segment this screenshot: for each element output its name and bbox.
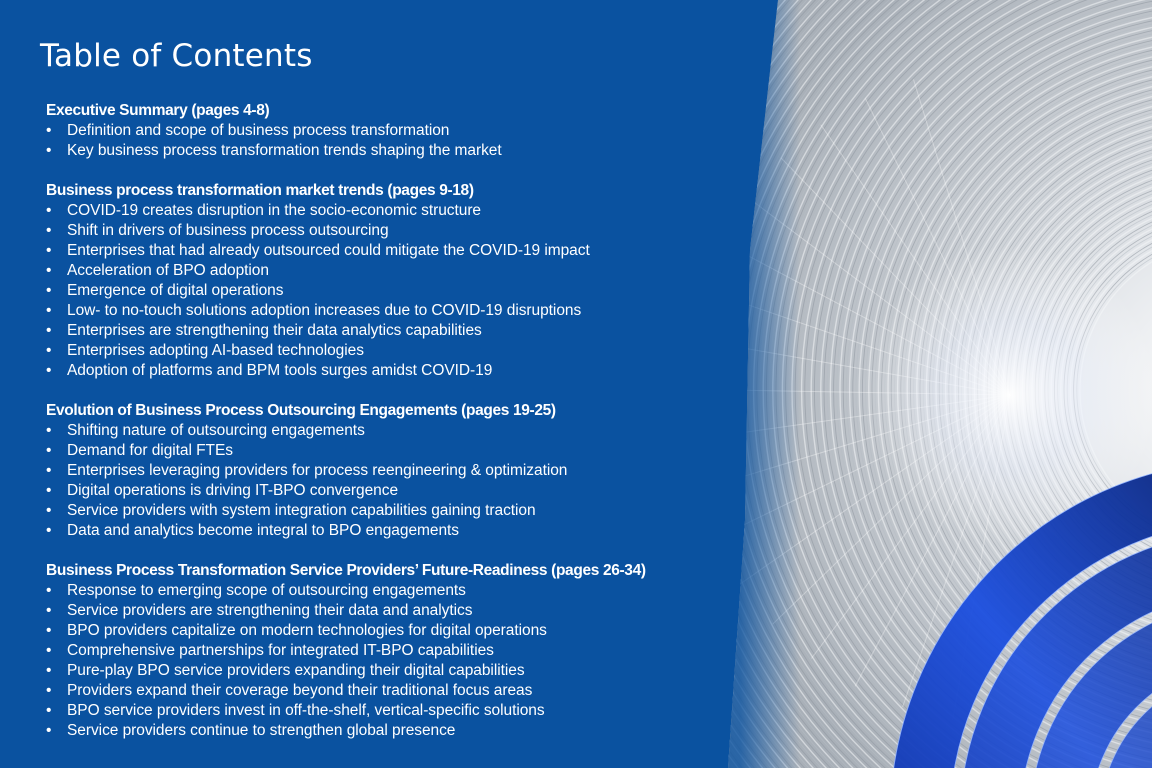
- list-item: [46, 681, 736, 701]
- bullet-icon: •: [46, 582, 52, 599]
- bullet-list: [46, 581, 736, 741]
- list-item-text: Digital operations is driving IT-BPO convergence: [67, 482, 399, 499]
- list-item-text: Providers expand their coverage beyond their traditional focus areas: [67, 682, 533, 699]
- list-item: [46, 641, 736, 661]
- list-item: [46, 421, 736, 441]
- bullet-icon: •: [46, 282, 52, 299]
- toc-section: [46, 561, 736, 741]
- list-item: [46, 261, 736, 281]
- list-item: [46, 241, 736, 261]
- list-item: [46, 521, 736, 541]
- bullet-icon: •: [46, 642, 52, 659]
- bullet-icon: •: [46, 602, 52, 619]
- list-item-text: Demand for digital FTEs: [67, 442, 233, 459]
- list-item-text: COVID-19 creates disruption in the socio-economic structure: [67, 202, 482, 219]
- bullet-icon: •: [46, 362, 52, 379]
- list-item: [46, 201, 736, 221]
- list-item: [46, 221, 736, 241]
- list-item: [46, 121, 736, 141]
- bullet-list: [46, 121, 736, 161]
- toc-section: [46, 181, 736, 381]
- list-item: [46, 701, 736, 721]
- bullet-icon: •: [46, 702, 52, 719]
- bullet-icon: •: [46, 242, 52, 259]
- list-item-text: Shifting nature of outsourcing engagements: [67, 422, 365, 439]
- list-item-text: Emergence of digital operations: [67, 282, 284, 299]
- list-item-text: Service providers continue to strengthen global presence: [67, 722, 456, 739]
- list-item: [46, 441, 736, 461]
- list-item-text: Service providers with system integration capabilities gaining traction: [67, 502, 536, 519]
- bullet-list: [46, 421, 736, 541]
- list-item-text: Definition and scope of business process transformation: [67, 122, 450, 139]
- list-item-text: Key business process transformation trends shaping the market: [67, 142, 502, 159]
- bullet-icon: •: [46, 202, 52, 219]
- bullet-icon: •: [46, 142, 52, 159]
- bullet-icon: •: [46, 122, 52, 139]
- list-item: [46, 361, 736, 381]
- list-item: [46, 621, 736, 641]
- section-heading: Evolution of Business Process Outsourcing Engagements (pages 19-25): [46, 402, 556, 419]
- bullet-icon: •: [46, 682, 52, 699]
- list-item-text: Pure-play BPO service providers expanding their digital capabilities: [67, 662, 525, 679]
- list-item: [46, 481, 736, 501]
- list-item-text: Acceleration of BPO adoption: [67, 262, 269, 279]
- section-heading: Business process transformation market trends (pages 9-18): [46, 182, 474, 199]
- table-of-contents: [46, 101, 736, 761]
- list-item: [46, 141, 736, 161]
- section-heading: Business Process Transformation Service Providers’ Future-Readiness (pages 26-34): [46, 562, 646, 579]
- list-item-text: Enterprises leveraging providers for process reengineering & optimization: [67, 462, 568, 479]
- bullet-icon: •: [46, 322, 52, 339]
- bullet-icon: •: [46, 222, 52, 239]
- list-item: [46, 301, 736, 321]
- toc-section: [46, 101, 736, 161]
- bullet-icon: •: [46, 722, 52, 739]
- section-heading: Executive Summary (pages 4-8): [46, 102, 270, 119]
- list-item-text: Adoption of platforms and BPM tools surges amidst COVID-19: [67, 362, 493, 379]
- list-item: [46, 281, 736, 301]
- list-item-text: Shift in drivers of business process outsourcing: [67, 222, 389, 239]
- list-item: [46, 601, 736, 621]
- bullet-icon: •: [46, 662, 52, 679]
- bullet-icon: •: [46, 482, 52, 499]
- bullet-icon: •: [46, 342, 52, 359]
- list-item-text: Data and analytics become integral to BPO engagements: [67, 522, 459, 539]
- bullet-icon: •: [46, 302, 52, 319]
- list-item: [46, 321, 736, 341]
- list-item: [46, 501, 736, 521]
- list-item-text: Response to emerging scope of outsourcing engagements: [67, 582, 466, 599]
- list-item: [46, 341, 736, 361]
- list-item-text: Enterprises are strengthening their data analytics capabilities: [67, 322, 482, 339]
- list-item-text: Comprehensive partnerships for integrated IT-BPO capabilities: [67, 642, 494, 659]
- list-item-text: Enterprises that had already outsourced could mitigate the COVID-19 impact: [67, 242, 590, 259]
- list-item: [46, 581, 736, 601]
- bullet-icon: •: [46, 462, 52, 479]
- bullet-icon: •: [46, 502, 52, 519]
- bullet-icon: •: [46, 262, 52, 279]
- toc-section: [46, 401, 736, 541]
- list-item: [46, 721, 736, 741]
- list-item-text: Enterprises adopting AI-based technologies: [67, 342, 364, 359]
- bullet-icon: •: [46, 522, 52, 539]
- bullet-icon: •: [46, 442, 52, 459]
- list-item-text: Low- to no-touch solutions adoption increases due to COVID-19 disruptions: [67, 302, 582, 319]
- bullet-list: [46, 201, 736, 381]
- bullet-icon: •: [46, 622, 52, 639]
- list-item-text: BPO providers capitalize on modern technologies for digital operations: [67, 622, 547, 639]
- list-item: [46, 661, 736, 681]
- list-item-text: BPO service providers invest in off-the-shelf, vertical-specific solutions: [67, 702, 545, 719]
- list-item: [46, 461, 736, 481]
- list-item-text: Service providers are strengthening their data and analytics: [67, 602, 473, 619]
- page-title: Table of Contents: [40, 38, 313, 74]
- bullet-icon: •: [46, 422, 52, 439]
